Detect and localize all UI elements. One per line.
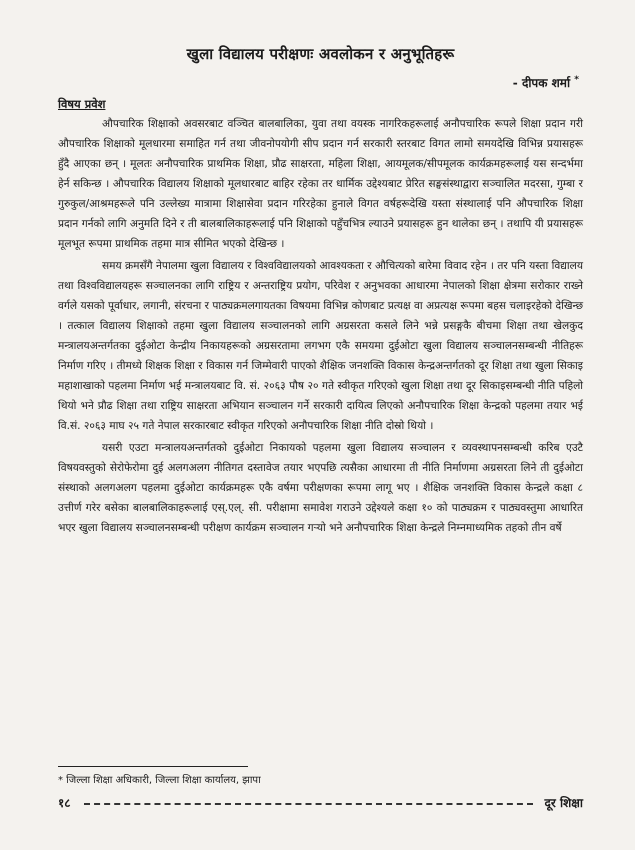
footer-dashed-rule: [84, 803, 532, 805]
author-footnote-mark: *: [574, 75, 579, 85]
footnote-divider: [58, 766, 248, 767]
author-name: - दीपक शर्मा: [512, 76, 571, 90]
page-footer: [58, 794, 583, 811]
section-heading: विषय प्रवेश: [58, 97, 106, 111]
paragraph-1: औपचारिक शिक्षाको अवसरबाट वञ्चित बालबालिका, युवा तथा वयस्क नागरिकहरूलाई अनौपचारिक रूपले शिक्षा प्रदान गरी औपचारिक शिक्षाको मूलधारमा समाहित गर्न तथा जीवनोपयोगी सीप प्रदान गर्न सरकारी स्तरबाट विगत लामो समयदेखि विभिन्न प्रयासहरू हुँदै आएका छन् । मूलतः अनौपचारिक प्राथमिक शिक्षा, प्रौढ साक्षरता, महिला शिक्षा, आयमूलक/सीपमूलक कार्यक्रमहरूलाई यस सन्दर्भमा हेर्न सकिन्छ । औपचारिक विद्यालय शिक्षाको मूलधारबाट बाहिर रहेका तर धार्मिक उद्देश्यबाट प्रेरित सङ्घसंस्थाद्वारा सञ्चालित मदरसा, गुम्बा र गुरुकुल/आश्रमहरूले पनि उल्लेख्य मात्रामा शिक्षासेवा प्रदान गरिरहेका हुनाले विगत वर्षहरूदेखि यस्ता संस्थालाई पनि औपचारिक शिक्षा प्रदान गर्नको लागि अनुमति दिने र ती बालबालिकाहरूलाई पनि शिक्षाको पहुँचभित्र ल्याउने प्रयासहरू हुन थालेका छन् । तथापि यी प्रयासहरू मूलभूत रूपमा प्राथमिक तहमा मात्र सीमित भएको देखिन्छ ।: [58, 118, 583, 250]
journal-name: दूर शिक्षा: [544, 796, 583, 810]
author-line: [58, 74, 579, 91]
article-title: खुला विद्यालय परीक्षणः अवलोकन र अनुभूतिहरू: [186, 45, 455, 63]
page-number: १८: [58, 796, 71, 810]
paragraph-3: यसरी एउटा मन्त्रालयअन्तर्गतको दुईओटा निकायको पहलमा खुला विद्यालय सञ्चालन र व्यवस्थापनसम्बन्धी करिब एउटै विषयवस्तुको सेरोफेरोमा दुई अलगअलग नीतिगत दस्तावेज तयार भएपछि त्यसैका आधारमा ती नीति निर्माणमा अग्रसरता लिने ती दुईओटा संस्थाको अलगअलग पहलमा दुईओटा कार्यक्रमहरू एकै वर्षमा परीक्षणका रूपमा लागू भए । शैक्षिक जनशक्ति विकास केन्द्रले कक्षा ८ उत्तीर्ण गरेर बसेका बालबालिकाहरूलाई एस्.एल्. सी. परीक्षामा समावेश गराउने उद्देश्यले कक्षा १० को पाठ्यक्रम र पाठ्यवस्तुमा आधारित भएर खुला विद्यालय सञ्चालनसम्बन्धी परीक्षण कार्यक्रम सञ्चालन गऱ्यो भने अनौपचारिक शिक्षा केन्द्रले निम्नमाध्यमिक तहको तीन वर्षे: [58, 442, 583, 534]
footnote: * जिल्ला शिक्षा अधिकारी, जिल्ला शिक्षा कार्यालय, झापा: [58, 775, 261, 786]
paragraph-2: समय क्रमसँगै नेपालमा खुला विद्यालय र विश्वविद्यालयको आवश्यकता र औचित्यको बारेमा विवाद रहेन । तर पनि यस्ता विद्यालय तथा विश्वविद्यालयहरू सञ्चालनका लागि राष्ट्रिय र अन्तराष्ट्रिय प्रयोग, परिवेश र अनुभवका आधारमा नेपालको शिक्षा क्षेत्रमा सरोकार राख्ने वर्गले यसको पूर्वाधार, लगानी, संरचना र पाठ्यक्रमलगायतका विषयमा विभिन्न कोणबाट प्रत्यक्ष वा अप्रत्यक्ष रूपमा बहस चलाइरहेको देखिन्छ । तत्काल विद्यालय शिक्षाको तहमा खुला विद्यालय सञ्चालनको लागि अग्रसरता कसले लिने भन्ने प्रसङ्गकै बीचमा शिक्षा तथा खेलकुद मन्त्रालयअन्तर्गतका दुईओटा केन्द्रीय निकायहरूको अग्रसरतामा लगभग एकै समयमा दुईओटा खुला विद्यालय सञ्चालनसम्बन्धी नीतिहरू निर्माण गरिए । तीमध्ये शिक्षक शिक्षा र विकास गर्न जिम्मेवारी पाएको शैक्षिक जनशक्ति विकास केन्द्रअन्तर्गतको दूर शिक्षा तथा खुला सिकाइ महाशाखाको पहलमा निर्माण भई मन्त्रालयबाट वि. सं. २०६३ पौष २० गते स्वीकृत गरिएको खुला शिक्षा तथा दूर सिकाइसम्बन्धी नीति पहिलो थियो भने प्रौढ शिक्षा तथा राष्ट्रिय साक्षरता अभियान सञ्चालन गर्ने सरकारी दायित्व लिएको अनौपचारिक शिक्षा केन्द्रको पहलमा तयार भई वि.सं. २०६३ माघ २५ गते नेपाल सरकारबाट स्वीकृत गरिएको अनौपचारिक शिक्षा नीति दोस्रो थियो ।: [58, 260, 583, 432]
